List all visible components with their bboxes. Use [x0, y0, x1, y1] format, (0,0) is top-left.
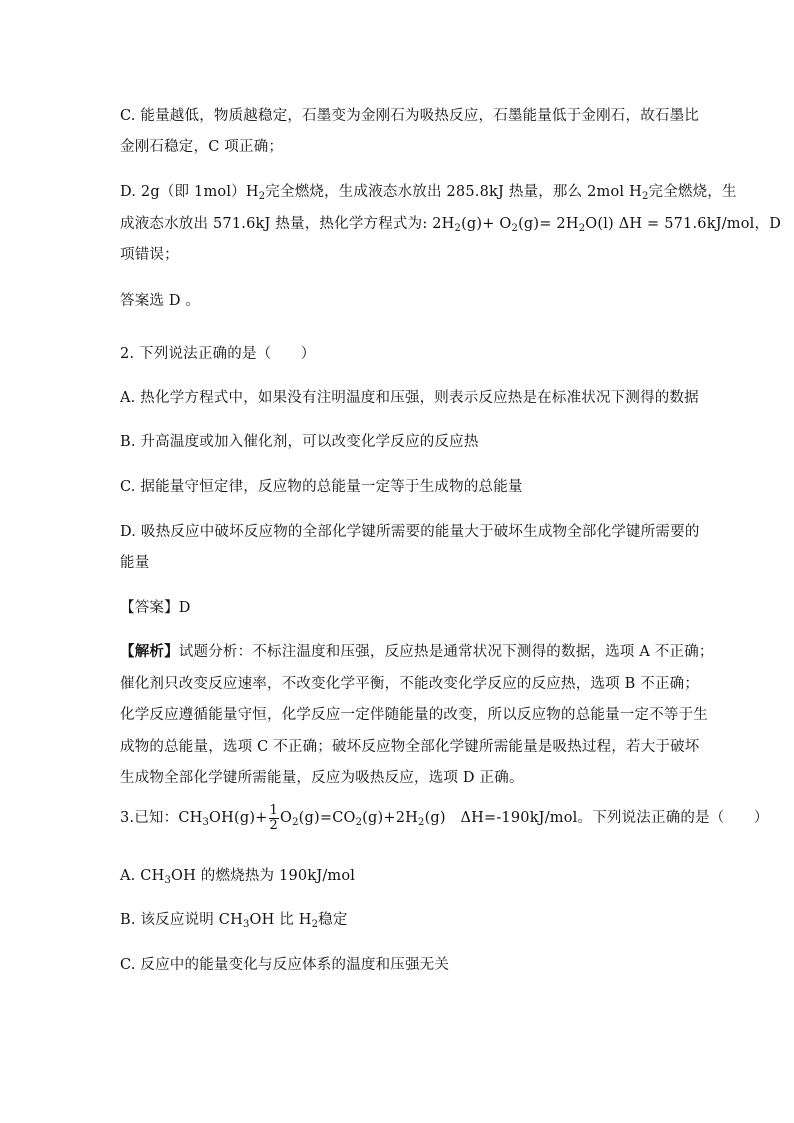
q1-option-c-explain-line2: 金刚石稳定，C 项正确； [120, 139, 284, 155]
q2-option-c: C. 据能量守恒定律，反应物的总能量一定等于生成物的总能量 [120, 479, 523, 495]
q2-answer: 【答案】D [120, 600, 191, 616]
q2-option-b: B. 升高温度或加入催化剂，可以改变化学反应的反应热 [120, 434, 479, 450]
q3-option-c: C. 反应中的能量变化与反应体系的温度和压强无关 [120, 957, 450, 973]
q2-analysis-line3: 化学反应遵循能量守恒，化学反应一定伴随能量的改变，所以反应物的总能量一定不等于生 [120, 707, 708, 723]
q2-analysis-line1: 【解析】试题分析：不标注温度和压强，反应热是通常状况下测得的数据，选项 A 不正确； [120, 643, 714, 660]
fraction-half: $\frac{1}{2}$ [269, 803, 279, 833]
q2-analysis-line2: 催化剂只改变反应速率，不改变化学平衡，不能改变化学反应的反应热，选项 B 不正确； [120, 676, 700, 692]
q1-option-c-explain-line1: C. 能量越低，物质越稳定，石墨变为金刚石为吸热反应，石墨能量低于金刚石，故石墨比 [120, 108, 699, 124]
q1-option-d-explain-line2: 成液态水放出 571.6kJ 热量，热化学方程式为: $2H_2(g)+ O_2(g)= 2H_2O(l) \Delta H = 571.6kJ/mol$，D [120, 216, 782, 234]
q3-option-b: B. 该反应说明 $CH_3OH$ 比 $H_2$稳定 [120, 912, 348, 930]
q2-option-d-line1: D. 吸热反应中破坏反应物的全部化学键所需要的能量大于破坏生成物全部化学键所需要的 [120, 524, 700, 540]
q3-option-a: A. $CH_3OH$ 的燃烧热为 190kJ/mol [120, 868, 356, 886]
q2-analysis-line4: 成物的总能量，选项 C 不正确；破坏反应物全部化学键所需能量是吸热过程，若大于破坏 [120, 739, 700, 755]
analysis-label: 【解析】 [120, 643, 179, 660]
q1-option-d-explain-line1: D. 2g（即 $1mol)H_2$完全燃烧，生成液态水放出 285.8kJ 热量，那么 2mol $H_2$完全燃烧，生 [120, 184, 737, 202]
q3-stem: 3.已知：$CH_3OH(g)+$ $\frac{1}{2}$ $O_2(g)=CO_2(g)+2H_2(g)$ ΔH=-190kJ/mol。下列说法正确的是（ ） [120, 803, 769, 833]
q2-stem: 2. 下列说法正确的是（ ） [120, 346, 316, 362]
q1-answer: 答案选 D 。 [120, 293, 201, 309]
q2-analysis-line5: 生成物全部化学键所需能量，反应为吸热反应，选项 D 正确。 [120, 770, 524, 786]
q1-option-d-explain-line3: 项错误； [120, 247, 179, 263]
q2-option-a: A. 热化学方程式中，如果没有注明温度和压强，则表示反应热是在标准状况下测得的数据 [120, 390, 699, 406]
q2-option-d-line2: 能量 [120, 555, 150, 571]
